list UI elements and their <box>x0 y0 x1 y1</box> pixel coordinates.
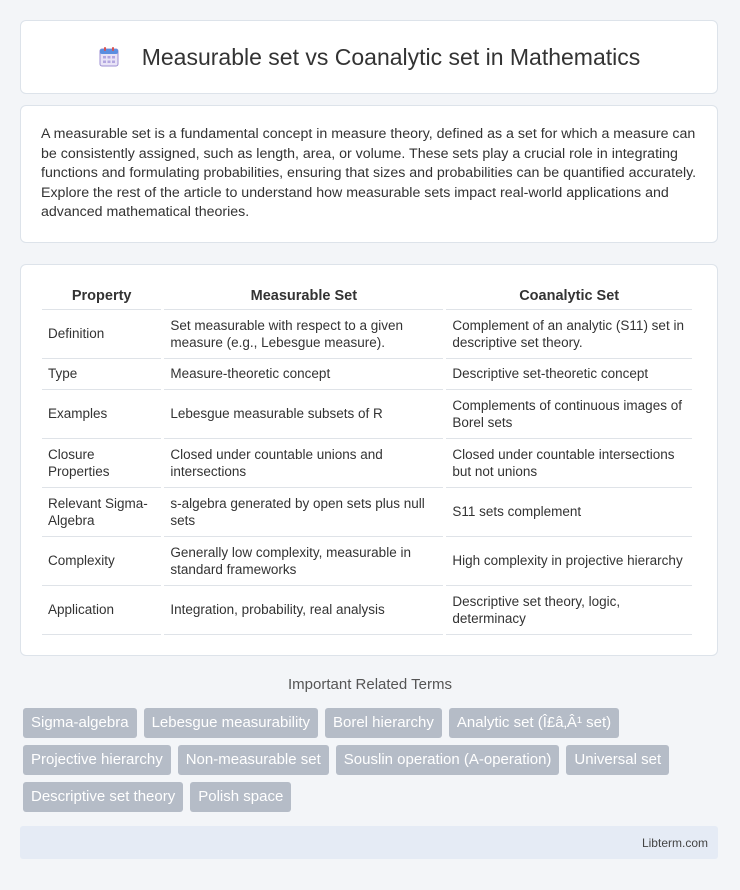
table-cell-coanalytic: Descriptive set-theoretic concept <box>446 359 692 390</box>
table-cell-property: Application <box>42 586 161 635</box>
table-cell-coanalytic: Closed under countable intersections but not unions <box>446 439 692 488</box>
title-card <box>20 20 718 94</box>
table-cell-coanalytic: Descriptive set theory, logic, determinacy <box>446 586 692 635</box>
table-cell-measurable: Integration, probability, real analysis <box>164 586 443 635</box>
intro-paragraph: A measurable set is a fundamental concept in measure theory, defined as a set for which a measure can be consistently assigned, such as length, area, or volume. These sets play a crucial role in integrating functions and formulating probabilities, ensuring that sizes and probabilities can be quantified accurately. Explore the rest of the article to understand how measurable sets impact real-world applications and advanced mathematical theories. <box>41 126 697 221</box>
tag-borel-hierarchy[interactable]: Borel hierarchy <box>325 708 442 738</box>
table-row <box>42 586 692 635</box>
tag-sigma-algebra[interactable]: Sigma-algebra <box>23 708 137 738</box>
tag-projective-hierarchy[interactable]: Projective hierarchy <box>23 745 171 775</box>
table-row <box>42 488 692 537</box>
table-cell-measurable: Measure-theoretic concept <box>164 359 443 390</box>
table-cell-coanalytic: Complement of an analytic (S11) set in descriptive set theory. <box>446 310 692 359</box>
related-terms-heading: Important Related Terms <box>288 676 452 693</box>
table-header-row <box>42 283 692 310</box>
comparison-table-card <box>20 264 718 656</box>
table-cell-measurable: Closed under countable unions and intersections <box>164 439 443 488</box>
table-row <box>42 537 692 586</box>
table-cell-property: Relevant Sigma-Algebra <box>42 488 161 537</box>
intro-card <box>20 105 718 243</box>
page-title: Measurable set vs Coanalytic set in Mathematics <box>141 43 641 70</box>
table-cell-property: Type <box>42 359 161 390</box>
column-header-property: Property <box>42 283 161 310</box>
table-row <box>42 439 692 488</box>
footer <box>20 826 718 859</box>
tag-row <box>23 708 723 738</box>
tag-lebesgue-measurability[interactable]: Lebesgue measurability <box>144 708 318 738</box>
table-cell-measurable: Generally low complexity, measurable in standard frameworks <box>164 537 443 586</box>
table-cell-property: Closure Properties <box>42 439 161 488</box>
footer-site-link[interactable]: Libterm.com <box>641 835 708 850</box>
calendar-icon <box>98 46 120 68</box>
tag-analytic-set[interactable]: Analytic set (Î£â‚Â¹ set) <box>449 708 619 738</box>
column-header-coanalytic-set: Coanalytic Set <box>446 283 692 310</box>
related-terms-list <box>23 708 723 819</box>
table-row <box>42 310 692 359</box>
table-cell-coanalytic: High complexity in projective hierarchy <box>446 537 692 586</box>
table-cell-coanalytic: S11 sets complement <box>446 488 692 537</box>
table-cell-measurable: s-algebra generated by open sets plus null sets <box>164 488 443 537</box>
table-cell-property: Examples <box>42 390 161 439</box>
table-cell-property: Definition <box>42 310 161 359</box>
tag-non-measurable-set[interactable]: Non-measurable set <box>178 745 329 775</box>
table-cell-property: Complexity <box>42 537 161 586</box>
tag-row <box>23 782 723 812</box>
table-cell-coanalytic: Complements of continuous images of Borel sets <box>446 390 692 439</box>
tag-polish-space[interactable]: Polish space <box>190 782 291 812</box>
tag-universal-set[interactable]: Universal set <box>566 745 669 775</box>
tag-row <box>23 745 723 775</box>
table-cell-measurable: Set measurable with respect to a given measure (e.g., Lebesgue measure). <box>164 310 443 359</box>
table-row <box>42 359 692 390</box>
tag-descriptive-set-theory[interactable]: Descriptive set theory <box>23 782 183 812</box>
tag-souslin-operation[interactable]: Souslin operation (A-operation) <box>336 745 560 775</box>
comparison-table <box>39 283 695 635</box>
table-cell-measurable: Lebesgue measurable subsets of R <box>164 390 443 439</box>
column-header-measurable-set: Measurable Set <box>164 283 443 310</box>
table-row <box>42 390 692 439</box>
